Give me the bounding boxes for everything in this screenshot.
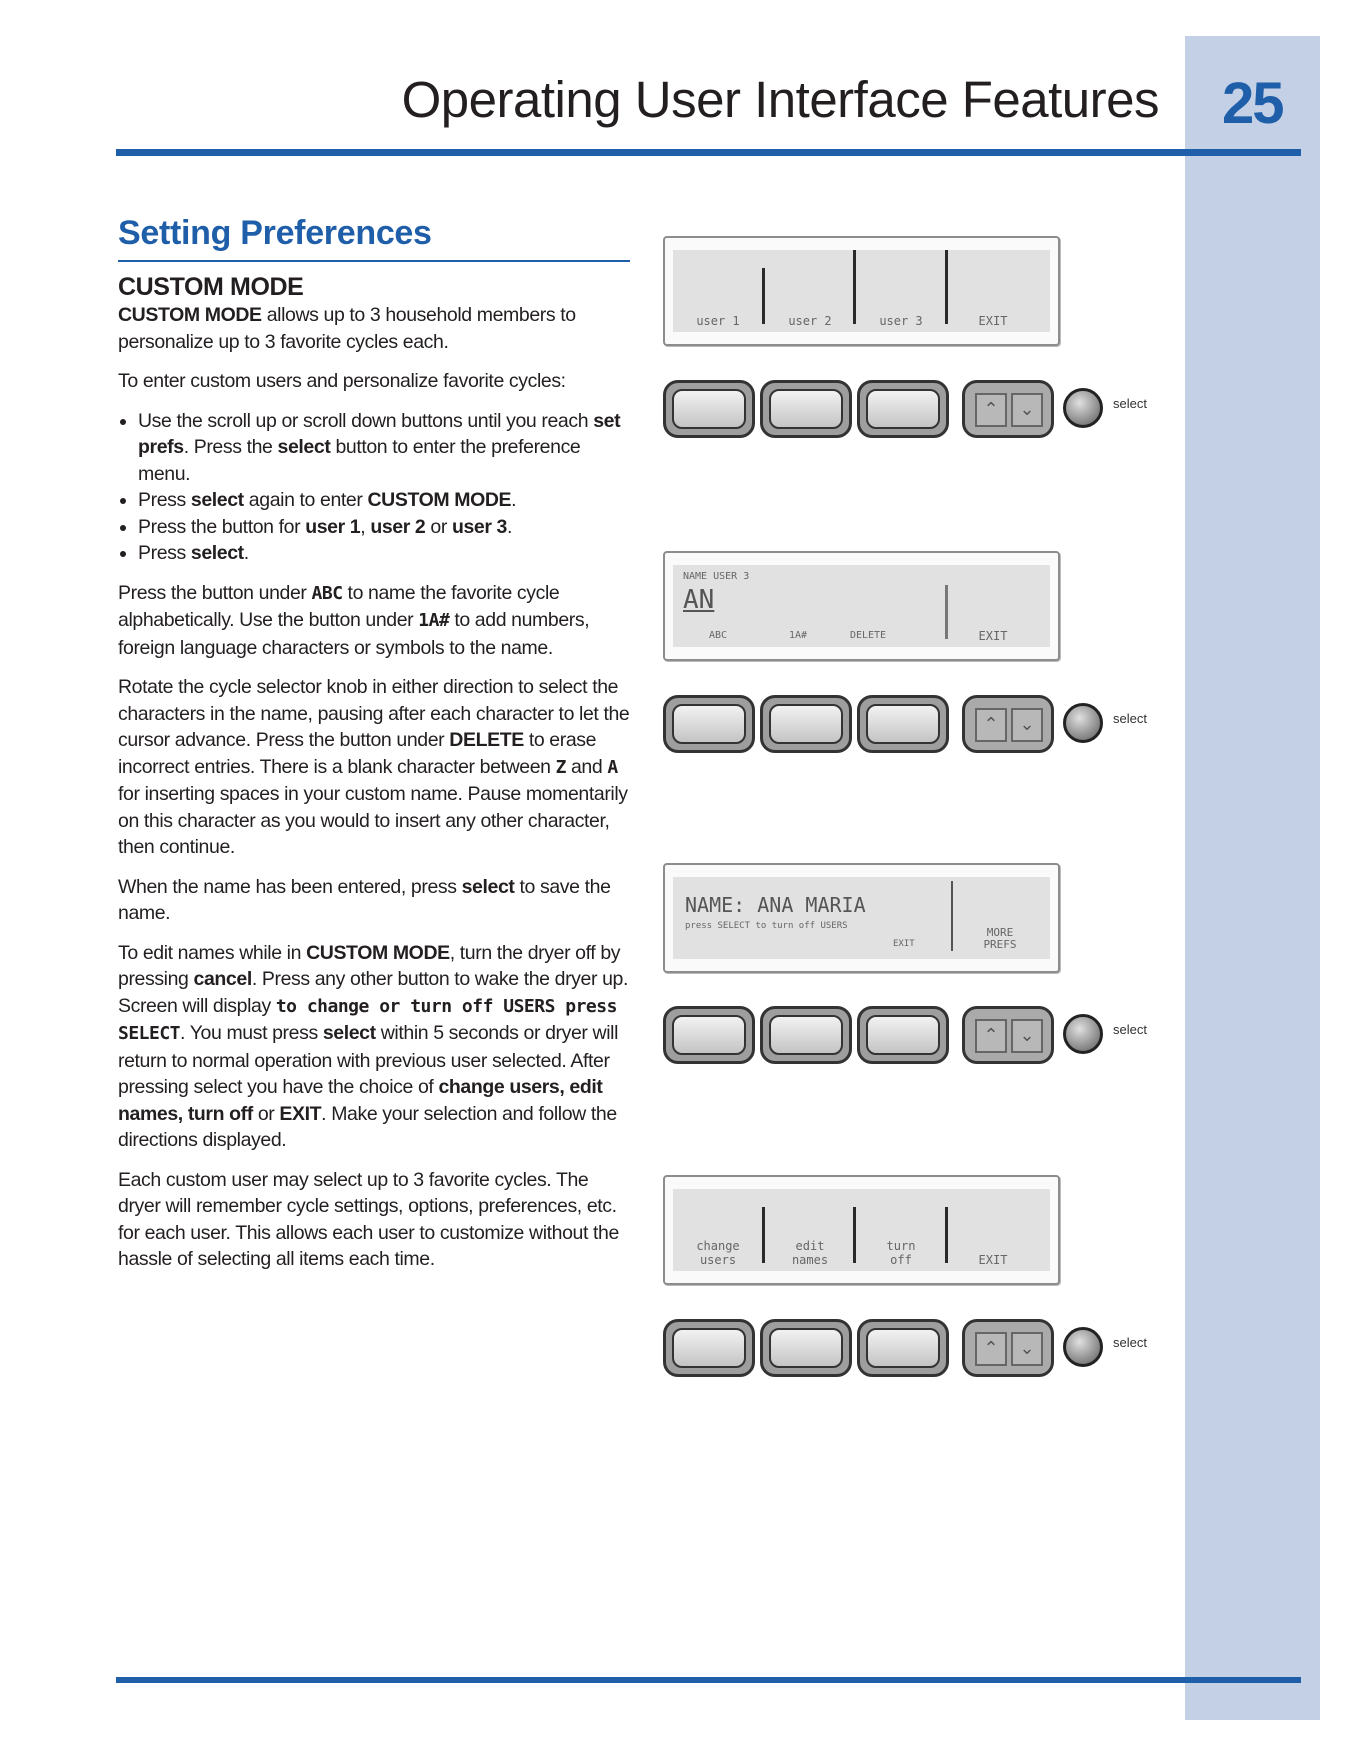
soft-key-3[interactable] xyxy=(857,1006,949,1064)
screen-label-turn-off: turn off xyxy=(886,1239,916,1267)
screen-label-user-2: user 2 xyxy=(788,314,832,328)
section-heading: Setting Preferences xyxy=(118,212,630,262)
screen-hint-text: press SELECT to turn off USERS xyxy=(685,921,848,931)
select-knob[interactable] xyxy=(1063,1014,1103,1054)
soft-key-2[interactable] xyxy=(760,1006,852,1064)
scroll-up-icon[interactable]: ⌃ xyxy=(975,1019,1007,1053)
soft-key-3[interactable] xyxy=(857,1319,949,1377)
soft-key-2[interactable] xyxy=(760,380,852,438)
scroll-up-icon[interactable]: ⌃ xyxy=(975,393,1007,427)
select-knob[interactable] xyxy=(1063,388,1103,428)
step-item: • Press the button for user 1, user 2 or user 3. xyxy=(138,514,630,541)
users-paragraph: Each custom user may select up to 3 favorite cycles. The dryer will remember cycle settings, options, preferences, etc. for each user. This allows each user to customize without the hassle of selecting all items each time. xyxy=(118,1168,619,1270)
edit-paragraph: To edit names while in CUSTOM MODE, turn the dryer off by pressing cancel. Press any other button to wake the dryer up. Screen will display to change or turn off USERS press SELECT. You must press select within 5 seconds or dryer will return to normal operation with previous user selected. After pressing select you have the choice of change users, edit names, turn off or EXIT. Make your selection and follow the directions displayed. xyxy=(118,941,628,1151)
page-number: 25 xyxy=(1222,71,1283,136)
screen-label-user-3: user 3 xyxy=(879,314,923,328)
screen-label-1a: 1A# xyxy=(788,630,808,641)
bottom-rule xyxy=(116,1677,1301,1683)
body-text-column xyxy=(118,212,630,1286)
display-screen xyxy=(663,863,1060,973)
scroll-buttons xyxy=(962,380,1054,438)
select-knob[interactable] xyxy=(1063,1327,1103,1367)
control-buttons xyxy=(663,1319,1153,1379)
term-custom-mode: CUSTOM MODE xyxy=(118,304,262,326)
control-buttons xyxy=(663,380,1153,440)
scroll-buttons xyxy=(962,695,1054,753)
display-screen xyxy=(663,551,1060,661)
soft-key-2[interactable] xyxy=(760,1319,852,1377)
saved-name-text: NAME: ANA MARIA xyxy=(685,893,866,917)
soft-key-1[interactable] xyxy=(663,1319,755,1377)
screen-label-abc: ABC xyxy=(708,630,728,641)
select-knob[interactable] xyxy=(1063,703,1103,743)
name-entry-text: AN xyxy=(683,585,715,615)
knob-paragraph: Rotate the cycle selector knob in either direction to select the characters in the name, pausing after each character to let the cursor advance. Press the button under DELETE to erase incorrect entries. There is a blank character between Z and A for inserting spaces in your custom name. Pause momentarily on this character as you would to insert any other character, then continue. xyxy=(118,676,630,858)
naming-paragraph: Press the button under ABC to name the favorite cycle alphabetically. Use the button under 1A# to add numbers, foreign language characters or symbols to the name. xyxy=(118,581,590,659)
screen-label-exit: EXIT xyxy=(978,629,1008,643)
screen-divider xyxy=(853,250,856,324)
top-rule xyxy=(116,149,1301,156)
soft-key-1[interactable] xyxy=(663,695,755,753)
save-paragraph: When the name has been entered, press select to save the name. xyxy=(118,875,611,924)
soft-key-1[interactable] xyxy=(663,1006,755,1064)
select-label: select xyxy=(1113,1022,1147,1037)
control-buttons xyxy=(663,695,1153,755)
screen-label-exit: EXIT xyxy=(893,939,915,949)
screen-label-exit: EXIT xyxy=(978,314,1008,328)
intro-text: allows up to 3 household members to personalize up to 3 favorite cycles each. xyxy=(118,304,576,353)
scroll-buttons xyxy=(962,1319,1054,1377)
display-screen xyxy=(663,1175,1060,1285)
scroll-down-icon[interactable]: ⌄ xyxy=(1011,708,1043,742)
soft-key-2[interactable] xyxy=(760,695,852,753)
scroll-up-icon[interactable]: ⌃ xyxy=(975,1332,1007,1366)
scroll-up-icon[interactable]: ⌃ xyxy=(975,708,1007,742)
step-item: • Press select again to enter CUSTOM MODE. xyxy=(138,487,630,514)
step-item: • Use the scroll up or scroll down buttons until you reach set prefs. Press the select button to enter the preference menu. xyxy=(138,408,630,488)
display-screen xyxy=(663,236,1060,346)
screen-label-more-prefs: MORE PREFS xyxy=(983,926,1017,951)
screen-label-delete: DELETE xyxy=(849,630,887,641)
scroll-down-icon[interactable]: ⌄ xyxy=(1011,393,1043,427)
screen-divider xyxy=(951,881,953,951)
screen-label-edit-names: edit names xyxy=(791,1239,829,1267)
side-tab-band xyxy=(1185,36,1320,1720)
step-item: • Press select. xyxy=(138,540,630,567)
soft-key-3[interactable] xyxy=(857,380,949,438)
soft-key-3[interactable] xyxy=(857,695,949,753)
soft-key-1[interactable] xyxy=(663,380,755,438)
screen-label-change-users: change users xyxy=(696,1239,740,1267)
select-label: select xyxy=(1113,396,1147,411)
screen-divider xyxy=(945,250,948,324)
screen-title: NAME USER 3 xyxy=(683,571,750,582)
intro-paragraph xyxy=(118,302,630,355)
steps-list xyxy=(118,408,630,567)
control-buttons xyxy=(663,1006,1153,1066)
screen-label-user-1: user 1 xyxy=(696,314,740,328)
scroll-down-icon[interactable]: ⌄ xyxy=(1011,1332,1043,1366)
screen-label-exit: EXIT xyxy=(978,1253,1008,1267)
scroll-buttons xyxy=(962,1006,1054,1064)
page-title: Operating User Interface Features xyxy=(401,71,1159,128)
select-label: select xyxy=(1113,711,1147,726)
select-label: select xyxy=(1113,1335,1147,1350)
enter-paragraph: To enter custom users and personalize favorite cycles: xyxy=(118,370,566,392)
subheading-custom-mode: CUSTOM MODE xyxy=(118,273,304,301)
scroll-down-icon[interactable]: ⌄ xyxy=(1011,1019,1043,1053)
